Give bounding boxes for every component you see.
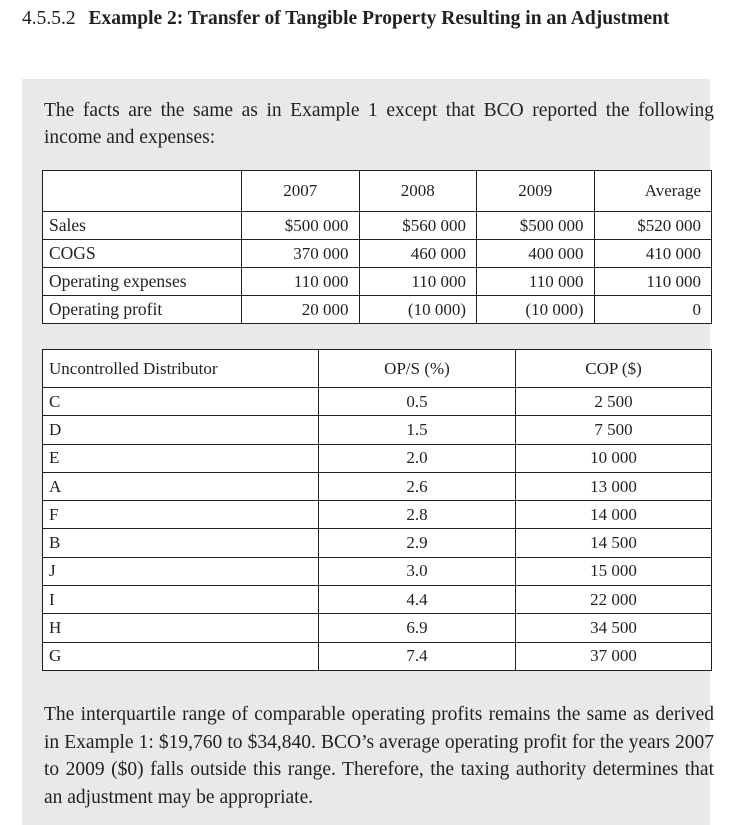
distributor-name: D [43, 416, 319, 444]
distributor-cop: 15 000 [516, 557, 712, 585]
distributor-name: H [43, 614, 319, 642]
distributor-ops: 2.6 [319, 472, 516, 500]
cell-value: (10 000) [477, 296, 595, 324]
table-row [43, 416, 712, 444]
table-row [43, 212, 712, 240]
distributor-name: I [43, 586, 319, 614]
table-row [43, 586, 712, 614]
distributor-cop: 14 000 [516, 501, 712, 529]
distributor-cop: 10 000 [516, 444, 712, 472]
cell-value: 370 000 [242, 240, 360, 268]
table-row [43, 557, 712, 585]
income-header-2009: 2009 [477, 171, 595, 212]
distributor-name: A [43, 472, 319, 500]
distributor-cop: 13 000 [516, 472, 712, 500]
table-row [43, 529, 712, 557]
closing-paragraph: The interquartile range of comparable operating profits remains the same as derived in Example 1: $19,760 to $34,840. BCO’s average operating profit for the years 2007 to 2009 ($0) falls outside this range. Therefore, the taxing authority determines that an adjustment may be appropriate. [44, 704, 714, 808]
table-row [43, 472, 712, 500]
distributor-cop: 14 500 [516, 529, 712, 557]
distributor-ops: 1.5 [319, 416, 516, 444]
distributor-table-header-row [43, 350, 712, 388]
example-box [22, 79, 714, 825]
distributor-header-cop: COP ($) [516, 350, 712, 388]
income-header-average: Average [594, 171, 712, 212]
cell-value: 110 000 [359, 268, 477, 296]
cell-value: 410 000 [594, 240, 712, 268]
row-label: Operating profit [43, 296, 242, 324]
table-row [43, 296, 712, 324]
row-label: Sales [43, 212, 242, 240]
table-row [43, 444, 712, 472]
cell-value: 110 000 [594, 268, 712, 296]
cell-value: 460 000 [359, 240, 477, 268]
cell-value: $500 000 [477, 212, 595, 240]
cell-value: 110 000 [477, 268, 595, 296]
income-header-label [43, 171, 242, 212]
distributor-cop: 37 000 [516, 642, 712, 670]
cell-value: 0 [594, 296, 712, 324]
distributor-cop: 22 000 [516, 586, 712, 614]
income-header-2008: 2008 [359, 171, 477, 212]
table-row [43, 642, 712, 670]
cell-value: (10 000) [359, 296, 477, 324]
section-heading [22, 6, 712, 32]
distributor-cop: 2 500 [516, 388, 712, 416]
table-row [43, 240, 712, 268]
income-table-header-row [43, 171, 712, 212]
income-expenses-table [42, 170, 712, 324]
distributor-header-ops: OP/S (%) [319, 350, 516, 388]
distributor-header-name: Uncontrolled Distributor [43, 350, 319, 388]
cell-value: 20 000 [242, 296, 360, 324]
cell-value: 400 000 [477, 240, 595, 268]
distributor-name: G [43, 642, 319, 670]
distributor-ops: 4.4 [319, 586, 516, 614]
distributor-ops: 2.0 [319, 444, 516, 472]
cell-value: $500 000 [242, 212, 360, 240]
table-row [43, 388, 712, 416]
distributor-ops: 6.9 [319, 614, 516, 642]
cell-value: $560 000 [359, 212, 477, 240]
cell-value: 110 000 [242, 268, 360, 296]
distributor-ops: 7.4 [319, 642, 516, 670]
income-header-2007: 2007 [242, 171, 360, 212]
distributor-name: F [43, 501, 319, 529]
distributor-ops: 0.5 [319, 388, 516, 416]
intro-paragraph: The facts are the same as in Example 1 except that BCO reported the following income and expenses: [44, 100, 714, 148]
distributor-ops: 2.9 [319, 529, 516, 557]
distributor-name: E [43, 444, 319, 472]
distributor-ops: 2.8 [319, 501, 516, 529]
cell-value: $520 000 [594, 212, 712, 240]
distributor-name: B [43, 529, 319, 557]
row-label: Operating expenses [43, 268, 242, 296]
table-row [43, 268, 712, 296]
table-row [43, 501, 712, 529]
distributor-ops: 3.0 [319, 557, 516, 585]
distributor-name: C [43, 388, 319, 416]
row-label: COGS [43, 240, 242, 268]
uncontrolled-distributor-table [42, 349, 712, 671]
section-number: 4.5.5.2 [22, 8, 76, 29]
table-row [43, 614, 712, 642]
section-title: Example 2: Transfer of Tangible Property Resulting in an Adjustment [88, 8, 670, 29]
distributor-name: J [43, 557, 319, 585]
distributor-cop: 7 500 [516, 416, 712, 444]
distributor-cop: 34 500 [516, 614, 712, 642]
